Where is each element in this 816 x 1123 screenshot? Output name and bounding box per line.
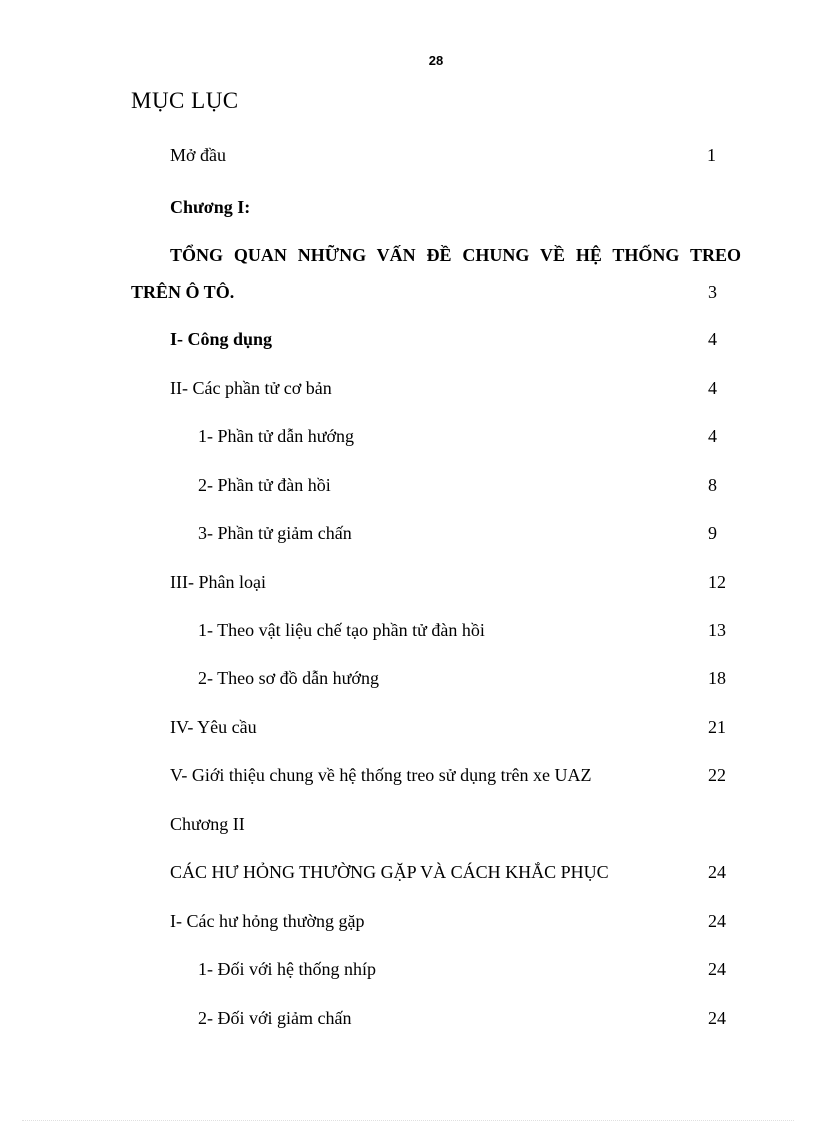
toc-entry-label: 2- Phần tử đàn hồi (198, 475, 331, 495)
chapter-2-label: Chương II (170, 814, 245, 834)
toc-entry-page: 18 (708, 668, 726, 688)
toc-entry-page: 13 (708, 620, 726, 640)
toc-entry-label: Mở đầu (170, 145, 227, 165)
toc-entry-page: 12 (708, 572, 726, 592)
toc-entry-page: 24 (708, 959, 726, 979)
toc-entry-label: II- Các phần tử cơ bản (170, 378, 332, 398)
toc-entry (198, 424, 717, 448)
toc-entry-label: I- Các hư hỏng thường gặp (170, 911, 365, 931)
toc-entry-page: 3 (708, 282, 717, 302)
toc-entry-label: V- Giới thiệu chung về hệ thống treo sử dụng trên xe UAZ (170, 765, 592, 785)
toc-entry (198, 1006, 726, 1030)
chapter-1-label: Chương I: (170, 197, 251, 217)
toc-entry-page: 4 (708, 426, 717, 446)
toc-entry-label: 3- Phần tử giảm chấn (198, 523, 352, 543)
toc-entry-label: TRÊN Ô TÔ. (131, 282, 235, 302)
chapter-1-title-line1: TỔNG QUAN NHỮNG VẤN ĐỀ CHUNG VỀ HỆ THỐNG TREO (170, 245, 741, 265)
toc-entry-page: 4 (708, 378, 717, 398)
page-number: 28 (428, 53, 444, 68)
toc-entry-label: CÁC HƯ HỎNG THƯỜNG GẶP VÀ CÁCH KHẮC PHỤC (170, 862, 609, 882)
toc-entry-page: 24 (708, 862, 726, 882)
toc-entry (198, 666, 726, 690)
toc-entry-label: IV- Yêu cầu (170, 717, 257, 737)
toc-entry-page: 9 (708, 523, 717, 543)
toc-entry (198, 957, 726, 981)
toc-entry (170, 909, 726, 933)
toc-entry-intro (170, 143, 716, 167)
page-bottom-rule (22, 1120, 794, 1121)
toc-entry-label: 1- Phần tử dẫn hướng (198, 426, 355, 446)
toc-entry-label: I- Công dụng (170, 329, 273, 349)
toc-entry-page: 8 (708, 475, 717, 495)
toc-entry-page: 24 (708, 911, 726, 931)
toc-entry (198, 473, 717, 497)
toc-entry-label: 2- Theo sơ đồ dẫn hướng (198, 668, 379, 688)
toc-entry (198, 618, 726, 642)
toc-entry-page: 24 (708, 1008, 726, 1028)
toc-entry (170, 376, 717, 400)
toc-entry (170, 715, 726, 739)
toc-entry-label: III- Phân loại (170, 572, 266, 592)
chapter-1-title-line2 (131, 280, 717, 304)
toc-entry-label: 1- Đối với hệ thống nhíp (198, 959, 377, 979)
toc-entry-page: 1 (707, 145, 716, 165)
chapter-2-title (170, 860, 726, 884)
toc-entry-page: 4 (708, 329, 717, 349)
toc-entry-label: 2- Đối với giảm chấn (198, 1008, 352, 1028)
toc-entry-page: 22 (708, 765, 726, 785)
toc-entry-label: 1- Theo vật liệu chế tạo phần tử đàn hồi (198, 620, 485, 640)
toc-entry (198, 521, 717, 545)
toc-entry (170, 327, 717, 351)
toc-entry (170, 570, 726, 594)
toc-title: MỤC LỤC (131, 88, 239, 113)
toc-entry-page: 21 (708, 717, 726, 737)
toc-entry (170, 763, 726, 787)
